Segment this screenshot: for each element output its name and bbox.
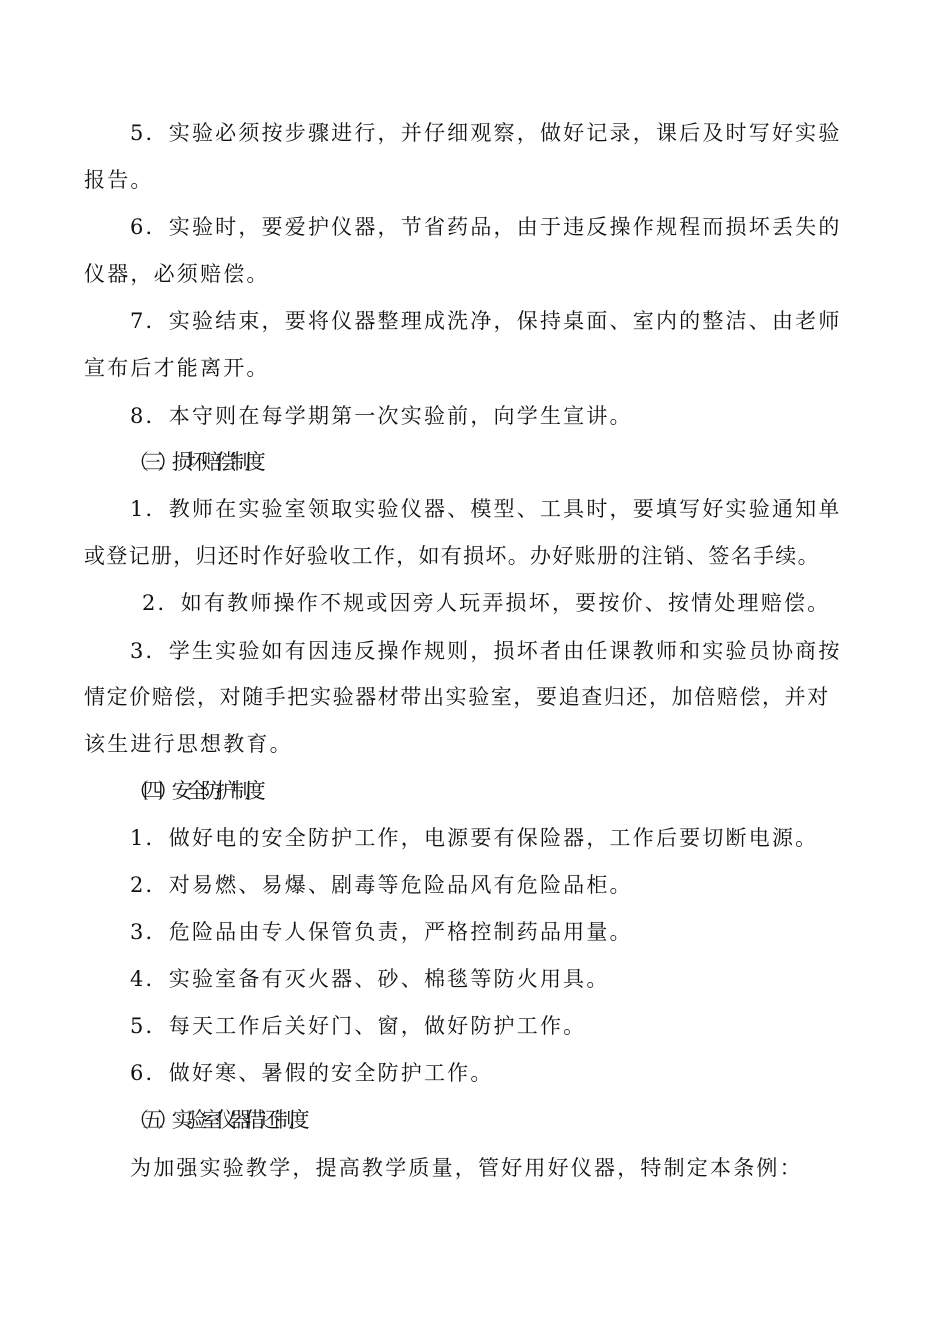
paragraph-line: 宣布后才能离开。 [84,356,270,380]
paragraph-line: 报告。 [84,168,154,192]
paragraph-line: 仪器，必须赔偿。 [84,262,270,286]
paragraph-line: 情定价赔偿，对随手把实验器材带出实验室，要追查归还，加倍赔偿，并对 [84,685,830,709]
paragraph-line: 6．做好寒、暑假的安全防护工作。 [130,1061,494,1085]
paragraph-line: 2．对易燃、易爆、剧毒等危险品风有危险品柜。 [130,873,633,897]
paragraph-line: 5．每天工作后关好门、窗，做好防护工作。 [130,1014,587,1038]
paragraph-line: 该生进行思想教育。 [84,732,293,756]
paragraph-line: 8．本守则在每学期第一次实验前，向学生宣讲。 [130,404,633,428]
paragraph-line: 1．教师在实验室领取实验仪器、模型、工具时，要填写好实验通知单 [130,497,842,521]
paragraph-line: 3．危险品由专人保管负责，严格控制药品用量。 [130,920,633,944]
section-heading: （四）安全防护制度 [128,779,260,803]
paragraph-line: 5．实验必须按步骤进行，并仔细观察，做好记录，课后及时写好实验 [130,121,842,145]
paragraph-line: 为加强实验教学，提高教学质量，管好用好仪器，特制定本条例： [130,1156,803,1180]
paragraph-line: 4．实验室备有灭火器、砂、棉毯等防火用具。 [130,967,610,991]
paragraph-line: 1．做好电的安全防护工作，电源要有保险器，工作后要切断电源。 [130,826,819,850]
paragraph-line: 或登记册，归还时作好验收工作，如有损坏。办好账册的注销、签名手续。 [84,544,820,568]
paragraph-line: 3．学生实验如有因违反操作规则，损坏者由任课教师和实验员协商按 [130,639,842,663]
paragraph-line: 6．实验时，要爱护仪器，节省药品，由于违反操作规程而损坏丢失的 [130,215,842,239]
section-heading: （三）损坏赔偿制度 [128,450,260,474]
paragraph-line: 7．实验结束，要将仪器整理成洗净，保持桌面、室内的整洁、由老师 [130,309,842,333]
section-heading: （五）实验室仪器借还制度 [128,1108,304,1132]
paragraph-line: 2．如有教师操作不规或因旁人玩弄损坏，要按价、按情处理赔偿。 [142,591,831,615]
